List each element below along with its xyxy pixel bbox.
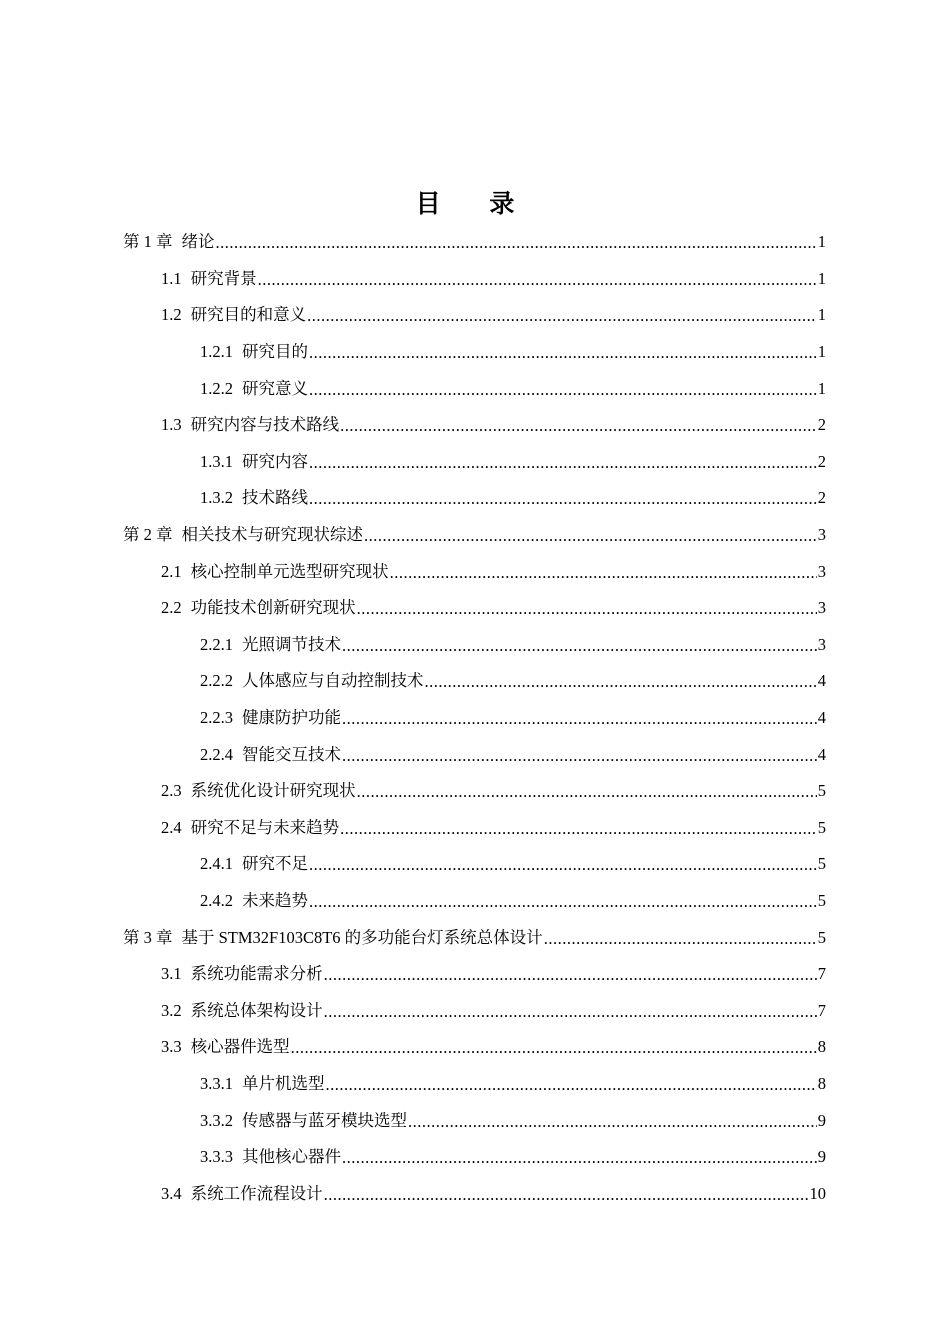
toc-entry-page: 9 xyxy=(817,1110,826,1130)
page-title: 目 录 xyxy=(415,189,535,218)
toc-entry-page: 2 xyxy=(817,488,826,508)
toc-entry[interactable] xyxy=(0,370,950,407)
dot-leader xyxy=(309,854,817,876)
dot-leader xyxy=(216,232,817,254)
toc-entry-page: 5 xyxy=(817,854,826,874)
toc-entry-title: 系统功能需求分析 xyxy=(190,964,323,984)
toc-entry-title: 系统优化设计研究现状 xyxy=(190,781,356,801)
dot-leader xyxy=(544,928,817,950)
toc-entry-title: 研究不足 xyxy=(242,854,308,874)
toc-entry-title: 研究目的和意义 xyxy=(190,305,307,325)
toc-entry-title: 其他核心器件 xyxy=(242,1147,341,1167)
toc-entry-page: 1 xyxy=(817,232,826,252)
toc-entry-title: 研究目的 xyxy=(242,342,308,362)
toc-entry-page: 10 xyxy=(809,1183,826,1203)
dot-leader xyxy=(357,598,817,620)
toc-entry[interactable] xyxy=(0,992,950,1029)
toc-entry-page: 1 xyxy=(817,268,826,288)
dot-leader xyxy=(390,562,817,584)
toc-entry-page: 7 xyxy=(817,964,826,984)
toc-entry-title: 研究背景 xyxy=(190,268,257,288)
dot-leader xyxy=(364,525,817,547)
dot-leader xyxy=(408,1111,817,1133)
toc-entry-number: 1.3 xyxy=(161,415,182,435)
toc-entry-number: 3.3.3 xyxy=(200,1147,233,1167)
dot-leader xyxy=(309,379,817,401)
toc-entry-page: 3 xyxy=(817,525,826,545)
dot-leader xyxy=(357,781,817,803)
toc-entry-page: 1 xyxy=(817,305,826,325)
toc-entry[interactable] xyxy=(0,224,950,261)
toc-entry-page: 2 xyxy=(817,451,826,471)
dot-leader xyxy=(425,671,817,693)
toc-entry[interactable] xyxy=(0,444,950,481)
toc-entry-number: 2.4 xyxy=(161,817,182,837)
toc-entry-number: 3.4 xyxy=(161,1183,182,1203)
toc-entry[interactable] xyxy=(0,773,950,810)
toc-entry-page: 7 xyxy=(817,1000,826,1020)
table-of-contents xyxy=(0,224,950,1212)
toc-entry[interactable] xyxy=(0,663,950,700)
toc-entry-title: 单片机选型 xyxy=(242,1073,325,1093)
toc-entry-number: 3.3.2 xyxy=(200,1110,233,1130)
dot-leader xyxy=(309,342,817,364)
toc-entry-number: 3.3.1 xyxy=(200,1073,233,1093)
toc-entry-title: 功能技术创新研究现状 xyxy=(190,598,356,618)
toc-entry-title: 核心器件选型 xyxy=(190,1037,290,1057)
toc-entry[interactable] xyxy=(0,297,950,334)
dot-leader xyxy=(326,1074,817,1096)
toc-entry[interactable] xyxy=(0,261,950,298)
toc-entry[interactable] xyxy=(0,919,950,956)
toc-entry-page: 5 xyxy=(817,781,826,801)
toc-entry[interactable] xyxy=(0,553,950,590)
toc-entry-number: 2.4.2 xyxy=(200,890,233,910)
toc-entry-title: 智能交互技术 xyxy=(242,744,341,764)
dot-leader xyxy=(324,964,817,986)
toc-entry[interactable] xyxy=(0,1029,950,1066)
toc-entry-page: 9 xyxy=(817,1147,826,1167)
dot-leader xyxy=(342,635,817,657)
toc-entry-page: 1 xyxy=(817,342,826,362)
toc-entry-number: 2.3 xyxy=(161,781,182,801)
toc-entry[interactable] xyxy=(0,1102,950,1139)
toc-entry[interactable] xyxy=(0,810,950,847)
toc-entry[interactable] xyxy=(0,1066,950,1103)
toc-entry[interactable] xyxy=(0,334,950,371)
toc-entry-title: 相关技术与研究现状综述 xyxy=(181,525,363,545)
toc-entry-page: 4 xyxy=(817,671,826,691)
dot-leader xyxy=(342,745,817,767)
toc-entry[interactable] xyxy=(0,590,950,627)
toc-entry-page: 3 xyxy=(817,561,826,581)
toc-entry-title: 技术路线 xyxy=(242,488,308,508)
toc-entry-page: 1 xyxy=(817,378,826,398)
toc-entry[interactable] xyxy=(0,1175,950,1212)
toc-entry[interactable] xyxy=(0,480,950,517)
toc-entry-number: 2.2.1 xyxy=(200,634,233,654)
toc-entry[interactable] xyxy=(0,883,950,920)
dot-leader xyxy=(324,1184,809,1206)
toc-entry-title: 研究意义 xyxy=(242,378,308,398)
toc-entry[interactable] xyxy=(0,736,950,773)
toc-entry-page: 5 xyxy=(817,817,826,837)
toc-entry-title: 未来趋势 xyxy=(242,890,308,910)
toc-entry[interactable] xyxy=(0,700,950,737)
toc-entry-page: 3 xyxy=(817,634,826,654)
toc-entry-number: 1.2.1 xyxy=(200,342,233,362)
toc-entry-title: 健康防护功能 xyxy=(242,708,341,728)
toc-entry-title: 研究不足与未来趋势 xyxy=(190,817,340,837)
toc-entry-number: 2.1 xyxy=(161,561,182,581)
toc-entry-number: 1.2.2 xyxy=(200,378,233,398)
toc-entry-page: 2 xyxy=(817,415,826,435)
dot-leader xyxy=(291,1037,817,1059)
dot-leader xyxy=(258,269,817,291)
toc-entry-number: 2.2.2 xyxy=(200,671,233,691)
toc-entry-page: 4 xyxy=(817,744,826,764)
toc-entry-number: 1.2 xyxy=(161,305,182,325)
toc-entry-number: 第 3 章 xyxy=(123,927,173,947)
toc-entry-page: 3 xyxy=(817,598,826,618)
toc-entry-page: 5 xyxy=(817,927,826,947)
toc-entry-number: 2.2 xyxy=(161,598,182,618)
toc-entry-number: 1.1 xyxy=(161,268,182,288)
toc-entry-title: 系统工作流程设计 xyxy=(190,1183,323,1203)
toc-entry-title: 研究内容 xyxy=(242,451,308,471)
toc-entry-number: 3.2 xyxy=(161,1000,182,1020)
toc-entry[interactable] xyxy=(0,846,950,883)
dot-leader xyxy=(307,305,817,327)
toc-entry-title: 核心控制单元选型研究现状 xyxy=(190,561,389,581)
toc-entry-number: 3.3 xyxy=(161,1037,182,1057)
toc-entry-number: 2.4.1 xyxy=(200,854,233,874)
toc-entry[interactable] xyxy=(0,1139,950,1176)
toc-entry-title: 基于 STM32F103C8T6 的多功能台灯系统总体设计 xyxy=(181,927,543,947)
dot-leader xyxy=(309,488,817,510)
toc-entry[interactable] xyxy=(0,517,950,554)
dot-leader xyxy=(340,818,817,840)
toc-entry-number: 第 1 章 xyxy=(123,232,173,252)
toc-entry[interactable] xyxy=(0,407,950,444)
dot-leader xyxy=(309,891,817,913)
toc-entry-number: 1.3.2 xyxy=(200,488,233,508)
toc-entry-title: 绪论 xyxy=(181,232,215,252)
toc-entry-title: 系统总体架构设计 xyxy=(190,1000,323,1020)
toc-entry-title: 人体感应与自动控制技术 xyxy=(242,671,424,691)
toc-entry[interactable] xyxy=(0,627,950,664)
toc-entry[interactable] xyxy=(0,956,950,993)
toc-entry-page: 5 xyxy=(817,890,826,910)
dot-leader xyxy=(340,415,817,437)
dot-leader xyxy=(309,452,817,474)
toc-entry-page: 8 xyxy=(817,1073,826,1093)
dot-leader xyxy=(342,1147,817,1169)
dot-leader xyxy=(342,708,817,730)
dot-leader xyxy=(324,1001,817,1023)
toc-entry-title: 光照调节技术 xyxy=(242,634,341,654)
toc-entry-number: 3.1 xyxy=(161,964,182,984)
toc-entry-number: 2.2.4 xyxy=(200,744,233,764)
toc-entry-title: 研究内容与技术路线 xyxy=(190,415,340,435)
toc-entry-title: 传感器与蓝牙模块选型 xyxy=(242,1110,407,1130)
toc-entry-page: 4 xyxy=(817,708,826,728)
toc-entry-number: 1.3.1 xyxy=(200,451,233,471)
toc-entry-page: 8 xyxy=(817,1037,826,1057)
toc-entry-number: 第 2 章 xyxy=(123,525,173,545)
toc-entry-number: 2.2.3 xyxy=(200,708,233,728)
